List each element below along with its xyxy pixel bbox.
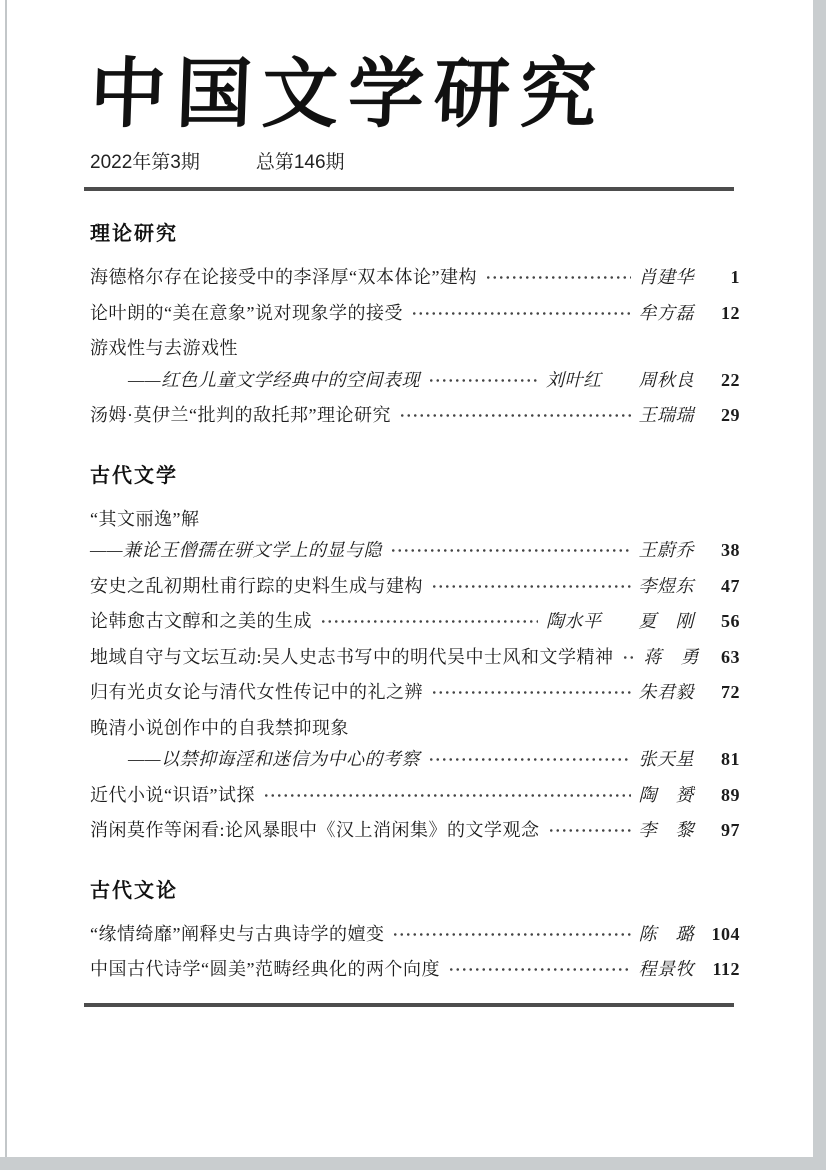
article-page-number: 22 — [721, 369, 740, 390]
article-subtitle: ——兼论王僧孺在骈文学上的显与隐 — [90, 540, 383, 561]
toc-entry — [90, 958, 740, 981]
toc-entry — [90, 610, 740, 633]
article-authors: 朱君毅 — [638, 682, 694, 703]
section-header: 古代文论 — [90, 879, 178, 902]
article-authors: 王蔚乔 — [638, 540, 694, 561]
dot-leader — [428, 371, 538, 389]
divider-double-rule-top — [84, 187, 734, 191]
toc-entry — [90, 369, 740, 392]
dot-leader — [485, 269, 631, 287]
article-authors: 王瑞瑞 — [638, 405, 694, 426]
article-page-number: 97 — [721, 820, 740, 841]
dot-leader — [448, 961, 631, 979]
article-title: “缘情绮靡”阐释史与古典诗学的嬗变 — [90, 923, 385, 944]
article-authors: 李煜东 — [638, 575, 694, 596]
article-page-number: 112 — [712, 959, 740, 980]
article-authors: 陶水平 夏 刚 — [546, 611, 694, 632]
article-page-number: 72 — [721, 682, 740, 703]
article-title: 归有光贞女论与清代女性传记中的礼之辨 — [90, 682, 423, 703]
article-title: 论叶朗的“美在意象”说对现象学的接受 — [90, 302, 403, 323]
article-page-number: 104 — [711, 923, 740, 944]
article-page-number: 63 — [721, 646, 740, 667]
dot-leader — [399, 407, 631, 425]
dot-leader — [390, 542, 630, 560]
journal-title: 中国文学研究 — [88, 49, 608, 138]
toc-entry — [90, 748, 740, 771]
dot-leader — [548, 822, 631, 840]
dot-leader — [431, 684, 631, 702]
issue-line — [90, 147, 740, 174]
page-edge-right — [813, 0, 826, 1170]
dot-leader — [320, 613, 538, 631]
article-authors: 肖建华 — [638, 267, 694, 288]
article-page-number: 29 — [721, 405, 740, 426]
dot-leader — [428, 751, 630, 769]
section-header: 古代文学 — [90, 464, 178, 487]
page-content — [90, 0, 740, 1007]
divider-double-rule-bottom — [84, 1003, 734, 1007]
toc-entry — [90, 508, 740, 531]
toc-entry — [90, 923, 740, 946]
article-title: 晚清小说创作中的自我禁抑现象 — [90, 717, 349, 738]
article-page-number: 56 — [721, 611, 740, 632]
toc-entry — [90, 337, 740, 360]
dot-leader — [431, 577, 631, 595]
dot-leader — [411, 304, 631, 322]
article-page-number: 81 — [721, 749, 740, 770]
article-title: 安史之乱初期杜甫行踪的史料生成与建构 — [90, 575, 423, 596]
article-authors: 陈 璐 — [638, 923, 694, 944]
toc-entry — [90, 717, 740, 740]
article-authors: 张天星 — [638, 749, 694, 770]
article-authors: 刘叶红 周秋良 — [546, 369, 694, 390]
article-authors: 陶 赟 — [638, 784, 694, 805]
article-title: 海德格尔存在论接受中的李泽厚“双本体论”建构 — [90, 267, 477, 288]
article-authors: 牟方磊 — [638, 302, 694, 323]
article-page-number: 47 — [721, 575, 740, 596]
dot-leader — [392, 925, 630, 943]
article-title: “其文丽逸”解 — [90, 508, 200, 529]
article-page-number: 12 — [721, 302, 740, 323]
article-authors: 程景牧 — [638, 959, 694, 980]
article-title: 汤姆·莫伊兰“批判的敌托邦”理论研究 — [90, 405, 391, 426]
toc-entry — [90, 819, 740, 842]
dot-leader — [622, 648, 636, 666]
article-title: 地域自守与文坛互动:吴人史志书写中的明代吴中士风和文学精神 — [90, 646, 614, 667]
article-subtitle: ——以禁抑诲淫和迷信为中心的考察 — [128, 749, 421, 770]
article-title: 论韩愈古文醇和之美的生成 — [90, 611, 312, 632]
article-subtitle: ——红色儿童文学经典中的空间表现 — [128, 369, 421, 390]
article-page-number: 38 — [721, 540, 740, 561]
article-authors: 蒋 勇 — [643, 646, 699, 667]
article-title: 近代小说“识语”试探 — [90, 784, 255, 805]
page-edge-left — [5, 0, 7, 1157]
issue-number: 2022年第3期 — [90, 152, 200, 174]
toc-entry — [90, 404, 740, 427]
section-header: 理论研究 — [90, 223, 178, 246]
article-title: 游戏性与去游戏性 — [90, 338, 238, 359]
article-page-number: 89 — [721, 784, 740, 805]
article-title: 中国古代诗学“圆美”范畴经典化的两个向度 — [90, 959, 440, 980]
article-page-number: 1 — [730, 267, 740, 288]
article-authors: 李 黎 — [638, 820, 694, 841]
toc-entry — [90, 302, 740, 325]
toc-entry — [90, 681, 740, 704]
dot-leader — [263, 786, 631, 804]
toc-entry — [90, 266, 740, 289]
cumulative-issue-number: 总第146期 — [255, 152, 345, 174]
toc-entry — [90, 575, 740, 598]
article-title: 消闲莫作等闲看:论风暴眼中《汉上消闲集》的文学观念 — [90, 820, 540, 841]
toc-entry — [90, 539, 740, 562]
toc-entry — [90, 784, 740, 807]
toc-entry — [90, 646, 740, 669]
page-edge-bottom — [0, 1157, 826, 1170]
